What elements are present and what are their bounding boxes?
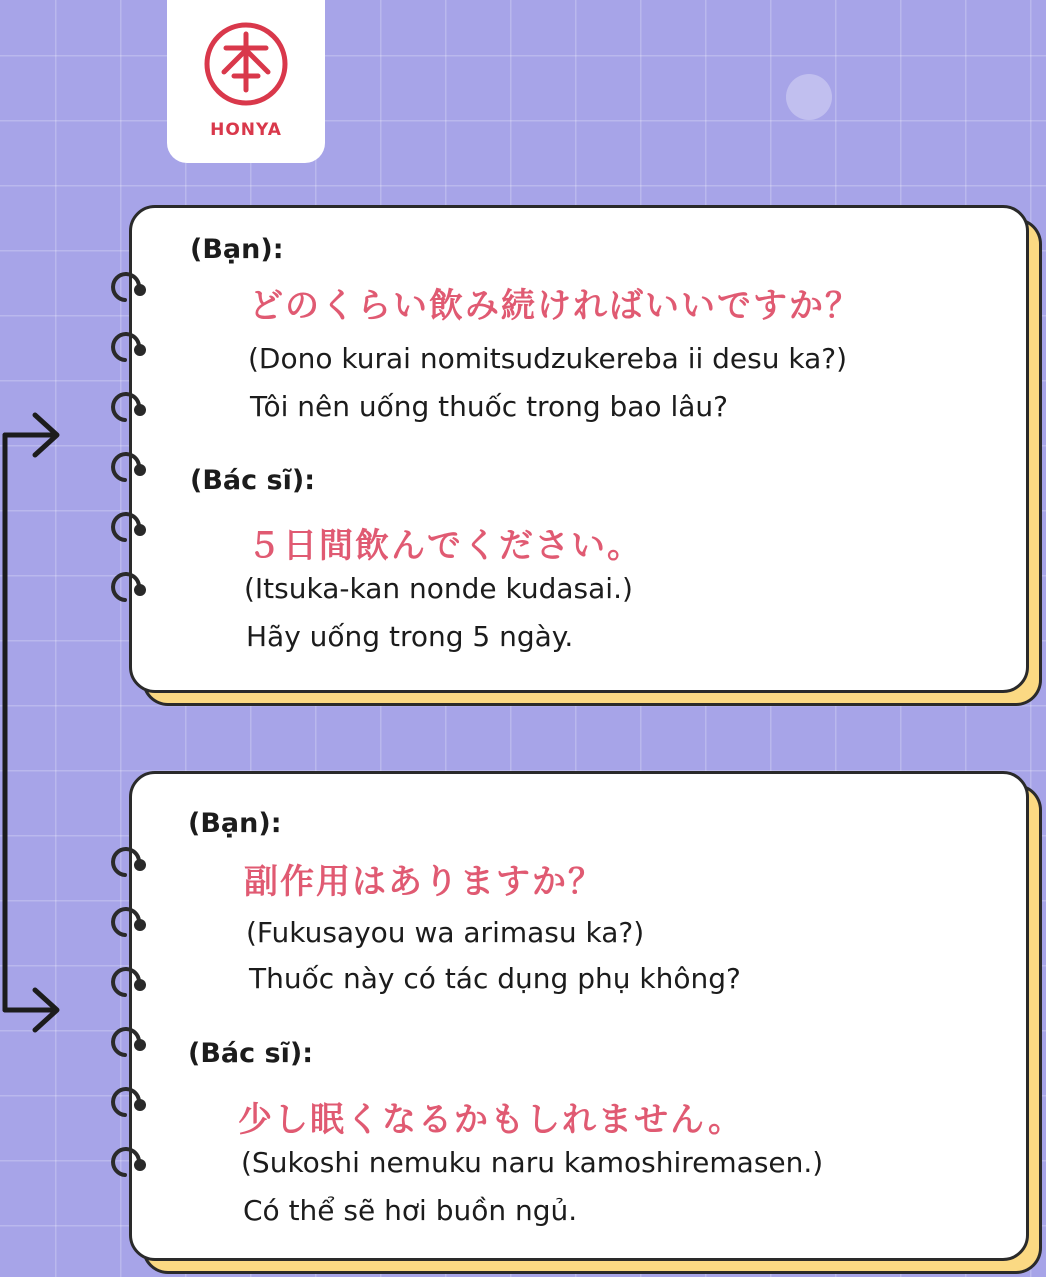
speaker-label: (Bác sĩ): [190, 465, 316, 496]
brand-logo-card [167, 0, 325, 163]
vietnamese-text: Tôi nên uống thuốc trong bao lâu? [250, 390, 728, 423]
vietnamese-text: Thuốc này có tác dụng phụ không? [249, 962, 741, 995]
romaji-text: (Sukoshi nemuku naru kamoshiremasen.) [241, 1146, 824, 1179]
connector-arrow [0, 400, 70, 1040]
binder-rings-2 [105, 845, 155, 1195]
speaker-label: (Bạn): [188, 808, 282, 839]
brand-name: HONYA [210, 120, 282, 140]
vietnamese-text: Có thể sẽ hơi buồn ngủ. [243, 1194, 578, 1227]
japanese-text: どのくらい飲み続ければいいですか？ [249, 286, 861, 326]
romaji-text: (Fukusayou wa arimasu ka?) [246, 916, 645, 949]
japanese-text: 副作用はありますか？ [244, 862, 604, 902]
honya-logo-icon [202, 20, 290, 108]
dialog-card-1 [129, 205, 1029, 693]
dialog-card-2 [129, 771, 1029, 1261]
romaji-text: (Itsuka-kan nonde kudasai.) [244, 572, 633, 605]
japanese-text: 少し眠くなるかもしれません。 [238, 1100, 745, 1140]
vietnamese-text: Hãy uống trong 5 ngày. [246, 620, 574, 653]
decorative-dot [786, 74, 832, 120]
speaker-label: (Bác sĩ): [188, 1038, 314, 1069]
speaker-label: (Bạn): [190, 234, 284, 265]
japanese-text: ５日間飲んでください。 [247, 526, 643, 566]
binder-rings-1 [105, 270, 155, 620]
romaji-text: (Dono kurai nomitsudzukereba ii desu ka?) [248, 342, 848, 375]
